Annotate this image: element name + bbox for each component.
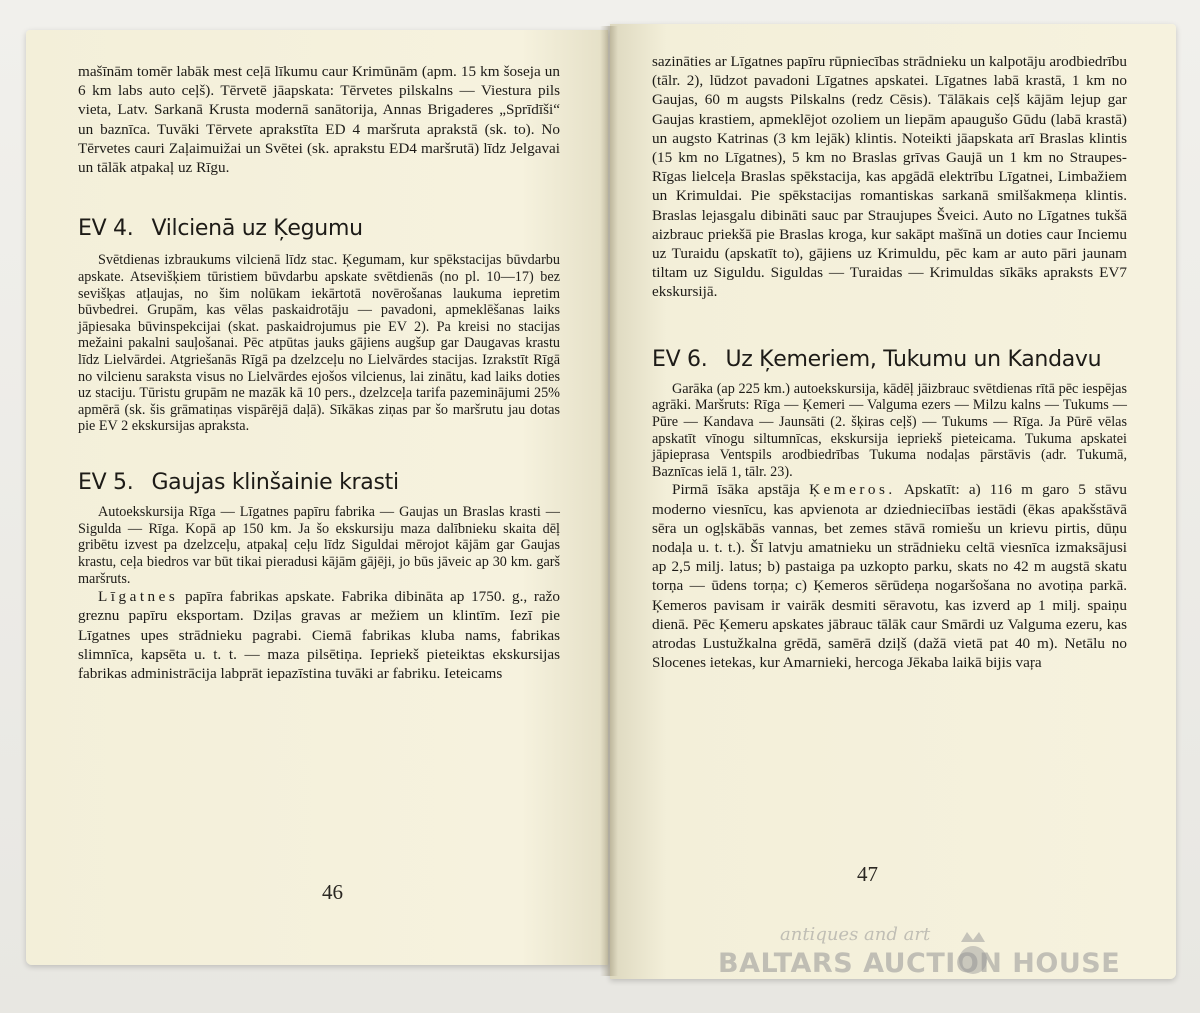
left-intro-paragraph: mašīnām tomēr labāk mest ceļā līkumu caur Krimūnām (apm. 15 km šoseja un 6 km labs auto ceļš). Tērvetē jāapskata: Tērvetes pilskalns — Viestura pils vieta, Latv. Sarkanā Krusta modernā sanātorija, Annas Brigaderes „Sprīdīši“ un baznīca. Tuvāki Tērvete aprakstīta ED 4 maršruta aprakstā (sk. to). No Tērvetes cauri Zaļaimuižai un Svētei (sk. aprakstu ED4 maršrutā) līdz Jelgavai un tālāk atpakaļ uz Rīgu.	[78, 63, 560, 177]
section-ev5-paragraph: Autoekskursija Rīga — Līgatnes papīru fabrika — Gaujas un Braslas krasti — Sigulda — Rīga. Kopā ap 150 km. Ja šo ekskursiju maza dalībnieku skaita dēļ gribētu izvest pa dzelzceļu, atpakaļ ceļu līdz Siguldai mērojot kājām gar Gaujas krastu, ceļa biedros var būt tikai pieradusi kājām gājēji, jo būs jāveic ap 30 km. garš maršruts.	[78, 504, 560, 587]
section-ev6-paragraph: Garāka (ap 225 km.) autoekskursija, kādēļ jāizbrauc svētdienas rītā pēc iespējas agrāki. Maršruts: Rīga — Ķemeri — Valguma ezers — Milzu kalns — Tukums — Pūre — Kandava — Jaunsāti (2. šķiras ceļš) — Tukums — Rīga. Ja Pūrē vēlas apskatīt vīnogu siltumnīcas, ekskursija iepriekš pieteicama. Tukuma apskatei jāpieprasa Ventspils arodbiedrības Tukuma nodaļas pārstāvis (adr. Tukumā, Baznīcas ielā 1, tālr. 23).	[652, 380, 1127, 480]
section-title: Uz Ķemeriem, Tukumu un Kandavu	[725, 346, 1102, 372]
spaced-lead-word: Ķemeros.	[809, 481, 896, 499]
paragraph-text: Pirmā īsāka apstāja	[672, 481, 810, 499]
section-ev5-paragraph-2	[78, 587, 560, 683]
left-page-text	[78, 62, 560, 683]
section-code: EV 4.	[78, 216, 134, 242]
section-ev6-paragraph-2	[652, 480, 1127, 672]
section-heading-ev5	[78, 469, 560, 495]
section-heading-ev6	[652, 346, 1127, 372]
right-intro-paragraph: sazināties ar Līgatnes papīru rūpniecības strādnieku un kalpotāju arodbiedrību (tālr. 2), lūdzot pavadoni Līgatnes apskatei. Līgatnes labā krastā, 1 km no Gaujas, 60 m augsts Pilskalns (redz Cēsis). Tālākais ceļš kājām lejup gar Gaujas krastiem, apmeklējot ozoliem un liepām apaugušo Gūdu (labā krastā) un augsto Katrinas (3 km lejāk) klintis. Noteikti jāapskata arī Braslas klintis (15 km no Līgatnes), 5 km no Braslas grīvas Gaujā un 1 km no Straupes-Rīgas lielceļa Braslas spēkstacija, kas apgādā elektrību Līgatnei, Limbažiem un Krimuldai. Pie spēkstacijas romantiskas sarkanā smilšakmeņa klintis. Braslas lejasgalu dibināti sauc par Straujupes Šveici. Auto no Līgatnes tukšā aizbrauc priekšā pie Braslas kroga, kur sakāpt mašīnā un doties caur Inciemu uz Turaidu (apskatīt to), gājiens uz Krimuldu, pēc kam ar auto pāri jaunam tiltam uz Siguldu. Siguldas — Turaidas — Krimuldas sīkāks apraksts EV7 ekskursijā.	[652, 53, 1127, 301]
spaced-lead-word: Līgatnes	[98, 588, 179, 606]
watermark-tagline: antiques and art	[780, 924, 931, 945]
section-heading-ev4	[78, 216, 560, 242]
watermark-brand: BALTARS AUCTION HOUSE	[718, 948, 1121, 979]
book-gutter	[600, 26, 618, 976]
page-number-right: 47	[857, 862, 878, 886]
section-code: EV 6.	[652, 346, 708, 372]
paragraph-text: Apskatīt: a) 116 m garo 5 stāvu moderno viesnīcu, kas apvienota ar dziednieciības iestādi (ēkas apakšstāvā sēra un ogļskābās vannas, bet zemes stāvā romiešu un krievu pirtis, dūņu nodaļa u. t. t.). Šī latvju amatnieku un strādnieku celtā viesnīca izmaksājusi ap 2,5 milj. latus; b) pastaiga pa uzkopto parku, skats no 42 m augstā skatu torņa — ūdens torņa; c) Ķemeros sērūdeņa nogaršošana no avotiņa parkā. Ķemeros pavisam ir vairāk desmiti sēravotu, kas izverd ap 1 milj. spaiņu dienā. Pēc Ķemeru apskates jābrauc tālāk caur Smārdi uz Valguma ezeru, kas atrodas Lustužkalna grēdā, samērā dziļš (dažā vietā pat 40 m). Netālu no Slocenes ietekas, kur Amarnieki, hercoga Jēkaba laikā bijis vaŗa	[652, 481, 1127, 672]
section-ev4-paragraph: Svētdienas izbraukums vilcienā līdz stac. Ķegumam, kur spēkstacijas būvdarbu apskate. Atsevišķiem tūristiem būvdarbu apskate svētdienās (no pl. 10—17) bez sevišķas atļaujas, no šim nolūkam iekārtotā novērošanas laukuma iepretim būvbedrei. Grupām, kas vēlas paskaidrotāju — pavadoni, apmeklēšanas laiks jāpiesaka būvinspekcijai (skat. paskaidrojumus pie EV 2). Pa kreisi no stacijas mežaini pakalni sauļošanai. Pēc atpūtas jauks gājiens augšup gar Daugavas krastu līdz Lielvārdei. Atgriešanās Rīgā pa dzelzceļu no Lielvārdes stacijas. Izrakstīt Rīgā no vilcienu saraksta visus no Lielvārdes ejošos vilcienus, lai zinātu, kad laiks doties uz staciju. Tūristu grupām ne mazāk kā 10 pers., dzelzceļa tarifa pazeminājumi 25% apmērā (sk. šis grāmatiņas vispārējā daļā). Sīkākas ziņas par šo maršrutu jau dotas pie EV 2 ekskursijas apraksta.	[78, 252, 560, 435]
section-title: Gaujas klinšainie krasti	[151, 469, 399, 495]
section-title: Vilcienā uz Ķegumu	[151, 216, 363, 242]
page-number-left: 46	[322, 880, 343, 904]
right-page-text	[652, 52, 1127, 672]
watermark	[718, 924, 1138, 984]
paragraph-text: papīra fabrikas apskate. Fabrika dibināta ap 1750. g., ražo greznu papīru eksportam. Dziļas gravas ar mežiem un klintīm. Iezī pie Līgatnes upes strādnieku pagrabi. Ciemā fabrikas kluba nams, fabrikas slimnīca, kapsēta u. t. t. — maza pilsētiņa. Iepriekš pieteiktas ekskursijas fabrikas administrācija labprāt iepazīstina tuvāki ar fabriku. Ieteicams	[78, 588, 560, 682]
section-code: EV 5.	[78, 469, 134, 495]
